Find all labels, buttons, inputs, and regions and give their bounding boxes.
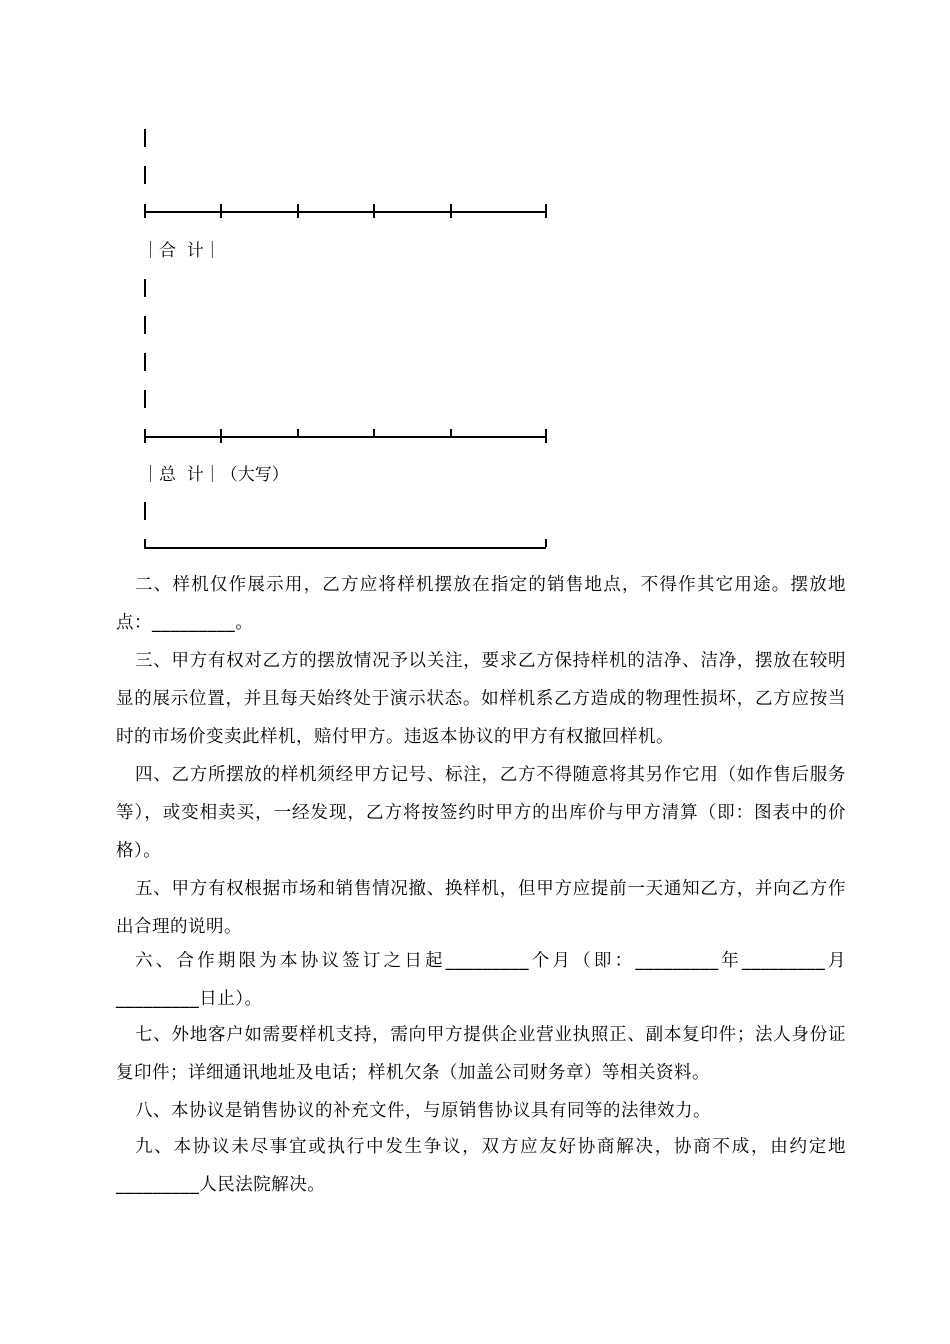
table-border-left-1 xyxy=(144,129,146,147)
clause-3: 三、甲方有权对乙方的摆放情况予以关注，要求乙方保持样机的洁净、洁净，摆放在较明显的展示位置，并且每天始终处于演示状态。如样机系乙方造成的物理性损坏，乙方应按当时的市场价变卖此样机，赔付甲方。违返本协议的甲方有权撤回样机。 xyxy=(116,651,846,747)
table-border-left-7 xyxy=(144,502,146,520)
table-border-left-2 xyxy=(144,166,146,184)
clause-5: 五、甲方有权根据市场和销售情况撤、换样机，但甲方应提前一天通知乙方，并向乙方作出合理的说明。 xyxy=(116,879,846,937)
table-border-left-5 xyxy=(144,353,146,371)
clause-9: 九、本协议未尽事宜或执行中发生争议，双方应友好协商解决，协商不成，由约定地_________人民法院解决。 xyxy=(116,1137,846,1195)
table-subtotal-row: ｜合 计｜ xyxy=(142,241,221,261)
clause-4: 四、乙方所摆放的样机须经甲方记号、标注，乙方不得随意将其另作它用（如作售后服务等），或变相卖买，一经发现，乙方将按签约时甲方的出库价与甲方清算（即：图表中的价格）。 xyxy=(116,765,846,861)
clause-7: 七、外地客户如需要样机支持，需向甲方提供企业营业执照正、副本复印件；法人身份证复印件；详细通讯地址及电话；样机欠条（加盖公司财务章）等相关资料。 xyxy=(116,1025,846,1083)
clause-8: 八、本协议是销售协议的补充文件，与原销售协议具有同等的法律效力。 xyxy=(135,1101,711,1121)
clause-2: 二、样机仅作展示用，乙方应将样机摆放在指定的销售地点，不得作其它用途。摆放地点：_________。 xyxy=(116,575,846,633)
table-total-row: ｜总 计｜（大写） xyxy=(142,465,289,485)
clause-6: 六、合作期限为本协议签订之日起_________个月（即：_________年_________月_________日止）。 xyxy=(116,951,846,1009)
table-border-left-3 xyxy=(144,279,146,297)
table-border-left-6 xyxy=(144,390,146,408)
table-border-left-4 xyxy=(144,316,146,334)
